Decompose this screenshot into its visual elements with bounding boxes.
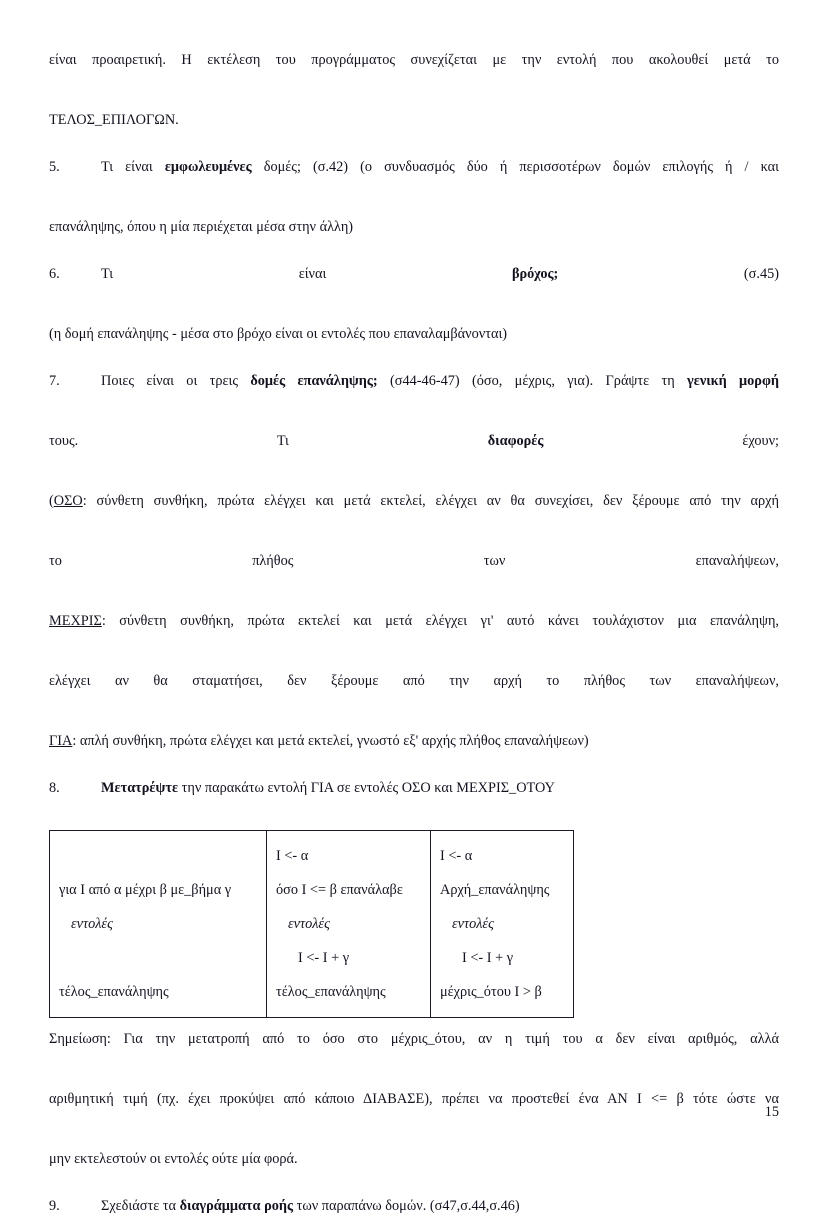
item7-word-tous: τους. [49, 433, 79, 449]
item5-text-b: δομές; (σ.42) (ο συνδυασμός δύο ή περισσοτέρων δομών επιλογής ή / και [251, 159, 779, 175]
item7-word-epanalipseon: επαναλήψεων, [695, 553, 779, 569]
item7-line-1 [49, 366, 779, 426]
code-line: μέχρις_ότου I > β [440, 984, 542, 1000]
item8-line-1 [49, 773, 779, 803]
list-item-9 [49, 1191, 779, 1221]
note-label: Σημείωση: [49, 1031, 111, 1047]
item6-page-ref: (σ.45) [743, 266, 780, 282]
for-loop-code-block [50, 831, 266, 1017]
item7-open-paren: ( [49, 493, 54, 509]
item6-bold-term: βρόχος; [511, 266, 559, 282]
item7-keyword-gia: ΓΙΑ [49, 733, 73, 749]
table-cell-for-loop [50, 831, 267, 1018]
item8-number: 8. [49, 780, 60, 796]
item8-text: την παρακάτω εντολή ΓΙΑ σε εντολές ΟΣΟ και ΜΕΧΡΙΣ_ΟΤΟΥ [178, 780, 555, 796]
item7-line-7 [49, 726, 779, 756]
item7-bold-term-3: διαφορές [487, 433, 544, 449]
list-item-6 [49, 259, 779, 349]
continuation-line-1: είναι προαιρετική. Η εκτέλεση του προγράμματος συνεχίζεται με την εντολή που ακολουθεί μετά το [49, 52, 779, 68]
list-item-7 [49, 366, 779, 756]
paragraph-note [49, 1024, 779, 1174]
code-line [59, 839, 266, 873]
item9-number: 9. [49, 1198, 60, 1214]
pseudocode-conversion-table [49, 830, 574, 1018]
repeat-until-code-block [431, 831, 573, 1017]
item7-keyword-oso: ΟΣΟ [53, 493, 83, 509]
item9-bold-term: διαγράμματα ροής [179, 1198, 294, 1214]
item7-text-a: Ποιες είναι οι τρεις [101, 373, 251, 389]
item7-oso-description: : σύνθετη συνθήκη, πρώτα ελέγχει και μετά εκτελεί, ελέγχει αν θα συνεχίσει, δεν ξέρουμε από την αρχή [82, 493, 779, 509]
item7-keyword-mechris: ΜΕΧΡΙΣ [49, 613, 102, 629]
item6-word-1: Τι [101, 266, 114, 282]
note-line-1 [49, 1024, 779, 1084]
item5-bold-term: εμφωλευμένες [164, 159, 252, 175]
item6-line-1 [49, 259, 779, 319]
item6-line-2: (η δομή επανάληψης - μέσα στο βρόχο είναι οι εντολές που επαναλαμβάνονται) [49, 326, 508, 342]
item7-gia-description: : απλή συνθήκη, πρώτα ελέγχει και μετά εκτελεί, γνωστό εξ' αρχής πλήθος επαναλήψεων) [72, 733, 589, 749]
table-cell-while-loop [267, 831, 431, 1018]
item7-bold-term-1: δομές επανάληψης; [250, 373, 378, 389]
note-line-2: αριθμητική τιμή (πχ. έχει προκύψει από κάποιο ΔΙΑΒΑΣΕ), πρέπει να προστεθεί ένα ΑΝ I <= β τότε ώστε να [49, 1091, 779, 1107]
code-line: για I από α μέχρι β με_βήμα γ [59, 882, 232, 898]
item7-mechris-description: : σύνθετη συνθήκη, πρώτα εκτελεί και μετά ελέγχει γι' αυτό κάνει τουλάχιστον μια επανάληψη, [101, 613, 779, 629]
table-row [50, 831, 574, 1018]
item6-word-2: είναι [298, 266, 327, 282]
continuation-line-2: ΤΕΛΟΣ_ΕΠΙΛΟΓΩΝ. [49, 112, 179, 128]
item7-word-ti: Τι [276, 433, 289, 449]
item9-text-a: Σχεδιάστε τα [101, 1198, 180, 1214]
list-item-8 [49, 773, 779, 803]
code-line: εντολές [71, 916, 113, 932]
code-line: τέλος_επανάληψης [59, 984, 169, 1000]
item7-bold-term-2: γενική μορφή [687, 373, 779, 389]
code-line: Αρχή_επανάληψης [440, 882, 550, 898]
item9-text-b: των παραπάνω δομών. (σ47,σ.44,σ.46) [293, 1198, 520, 1214]
item7-word-exoun: έχουν; [742, 433, 780, 449]
table-cell-repeat-until [431, 831, 574, 1018]
paragraph-continuation [49, 45, 779, 135]
item6-number: 6. [49, 266, 60, 282]
code-line: I <- I + γ [298, 950, 350, 966]
item7-word-plithos: πλήθος [252, 553, 294, 569]
item7-text-b: (σ44-46-47) (όσο, μέχρις, για). Γράψτε τη [377, 373, 688, 389]
code-line: I <- α [440, 848, 473, 864]
item7-line-3 [49, 486, 779, 546]
item9-line-1 [49, 1191, 779, 1221]
item7-number: 7. [49, 373, 60, 389]
code-line: εντολές [452, 916, 494, 932]
code-line: I <- α [276, 848, 309, 864]
page-number: 15 [764, 1104, 779, 1120]
item7-word-to: το [49, 553, 62, 569]
item7-line-6: ελέγχει αν θα σταματήσει, δεν ξέρουμε από την αρχή το πλήθος των επαναλήψεων, [49, 673, 779, 689]
item5-line-1 [49, 152, 779, 212]
code-line: όσο I <= β επανάλαβε [276, 882, 403, 898]
item5-line-2: επανάληψης, όπου η μία περιέχεται μέσα στην άλλη) [49, 219, 354, 235]
item7-line-4 [49, 546, 779, 606]
item7-word-ton: των [483, 553, 506, 569]
code-line [59, 941, 266, 975]
code-line: I <- I + γ [462, 950, 514, 966]
code-line: εντολές [288, 916, 330, 932]
note-line-1-rest: Για την μετατροπή από το όσο στο μέχρις_ότου, αν η τιμή του α δεν είναι αριθμός, αλλά [110, 1031, 779, 1047]
item8-bold-term: Μετατρέψτε [101, 780, 179, 796]
item5-text-a: Τι είναι [101, 159, 165, 175]
while-loop-code-block [267, 831, 430, 1017]
list-item-5 [49, 152, 779, 242]
code-line: τέλος_επανάληψης [276, 984, 386, 1000]
item5-number: 5. [49, 159, 60, 175]
item7-line-5 [49, 606, 779, 666]
note-line-3: μην εκτελεστούν οι εντολές ούτε μία φορά. [49, 1151, 298, 1167]
item7-line-2 [49, 426, 779, 486]
